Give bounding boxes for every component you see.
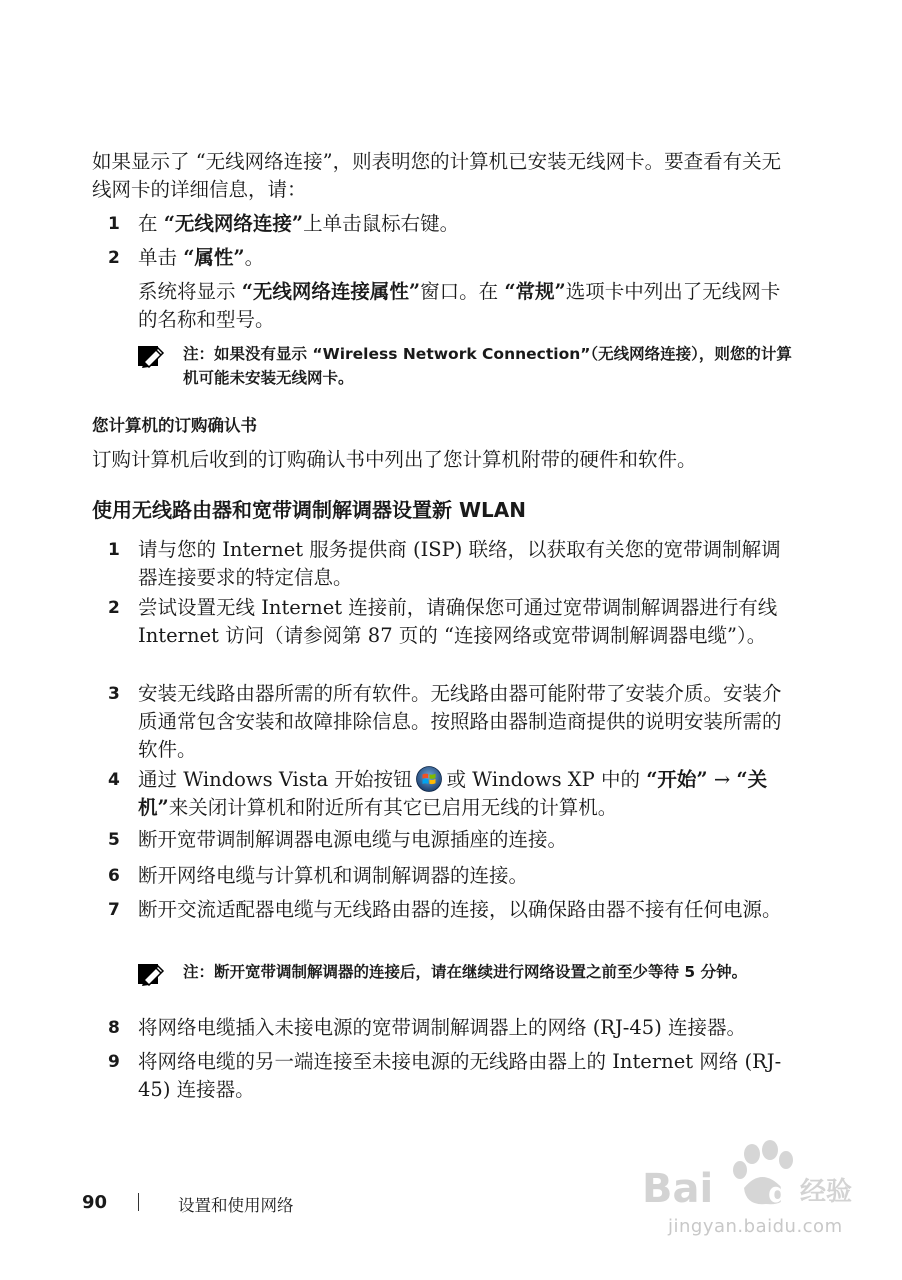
detail-text: 选项卡中列出了无线网卡的名称和型号。 xyxy=(138,280,781,331)
step-number: 2 xyxy=(108,598,120,618)
step-text: 断开网络电缆与计算机和调制解调器的连接。 xyxy=(138,864,529,887)
step-text: 来关闭计算机和附近所有其它已启用无线的计算机。 xyxy=(168,796,618,819)
windows-start-icon xyxy=(416,766,442,792)
detail-bold-term: “常规” xyxy=(504,280,566,303)
pencil-note-icon xyxy=(138,344,168,368)
step-number: 1 xyxy=(108,214,120,234)
page-number: 90 xyxy=(82,1192,108,1213)
step-text: 请与您的 Internet 服务提供商 (ISP) 联络，以获取有关您的宽带调制解调器连接要求的特定信息。 xyxy=(138,538,781,589)
step-bold-term: “属性” xyxy=(183,246,245,269)
note-text: 如果没有显示 “Wireless Network Connection”（无线网络连接），则您的计算机可能未安装无线网卡。 xyxy=(183,345,792,387)
footer-divider xyxy=(138,1193,139,1211)
detail-bold-term: “无线网络连接属性” xyxy=(241,280,421,303)
step-text: 通过 Windows Vista 开始按钮 xyxy=(138,768,413,791)
step-text: 上单击鼠标右键。 xyxy=(303,212,460,235)
step-number: 3 xyxy=(108,684,120,704)
step-number: 1 xyxy=(108,540,120,560)
step-number: 4 xyxy=(108,770,120,790)
step-number: 9 xyxy=(108,1052,120,1072)
step-text: 将网络电缆插入未接电源的宽带调制解调器上的网络 (RJ-45) 连接器。 xyxy=(138,1016,747,1039)
detail-text: 窗口。在 xyxy=(420,280,505,303)
chapter-title: 设置和使用网络 xyxy=(178,1196,294,1215)
section-heading-order-confirmation: 您计算机的订购确认书 xyxy=(92,416,257,435)
watermark-url: jingyan.baidu.com xyxy=(668,1216,843,1237)
step-text: 尝试设置无线 Internet 连接前，请确保您可通过宽带调制解调器进行有线 Internet 访问（请参阅第 87 页的 “连接网络或宽带调制解调器电缆”）。 xyxy=(138,596,778,647)
section-heading-new-wlan: 使用无线路由器和宽带调制解调器设置新 WLAN xyxy=(92,498,526,522)
note-text: 断开宽带调制解调器的连接后，请在继续进行网络设置之前至少等待 5 分钟。 xyxy=(214,963,748,981)
svg-text:Bai: Bai xyxy=(642,1166,714,1212)
step-bold-term: “无线网络连接” xyxy=(163,212,304,235)
arrow-symbol: → xyxy=(707,768,737,791)
svg-text:经验: 经验 xyxy=(800,1177,853,1207)
step-text: 。 xyxy=(244,246,265,269)
svg-text:du: du xyxy=(768,1176,808,1209)
step-text: 安装无线路由器所需的所有软件。无线路由器可能附带了安装介质。安装介质通常包含安装和故障排除信息。按照路由器制造商提供的说明安装所需的软件。 xyxy=(138,682,782,761)
step-text: 单击 xyxy=(138,246,184,269)
step-number: 8 xyxy=(108,1018,120,1038)
step-text: 将网络电缆的另一端连接至未接电源的无线路由器上的 Internet 网络 (RJ-45) 连接器。 xyxy=(138,1050,782,1101)
note-label: 注： xyxy=(183,345,215,363)
note-label: 注： xyxy=(183,963,215,981)
step-text: 在 xyxy=(138,212,164,235)
detail-text: 系统将显示 xyxy=(138,280,242,303)
intro-paragraph xyxy=(92,148,792,204)
step-number: 2 xyxy=(108,248,120,268)
step-bold-term: “关机” xyxy=(138,768,768,819)
step-number: 6 xyxy=(108,866,120,886)
pencil-note-icon xyxy=(138,962,168,986)
intro-text: 如果显示了 “无线网络连接”，则表明您的计算机已安装无线网卡。要查看有关无线网卡的详细信息，请： xyxy=(92,150,782,201)
step-text: 断开交流适配器电缆与无线路由器的连接，以确保路由器不接有任何电源。 xyxy=(138,898,782,921)
order-confirmation-paragraph xyxy=(92,446,792,474)
step-bold-term: “开始” xyxy=(646,768,708,791)
step-text: 断开宽带调制解调器电源电缆与电源插座的连接。 xyxy=(138,828,568,851)
order-confirmation-text: 订购计算机后收到的订购确认书中列出了您计算机附带的硬件和软件。 xyxy=(92,448,697,471)
step-number: 7 xyxy=(108,900,120,920)
step-text: 或 Windows XP 中的 xyxy=(446,768,647,791)
step-number: 5 xyxy=(108,830,120,850)
